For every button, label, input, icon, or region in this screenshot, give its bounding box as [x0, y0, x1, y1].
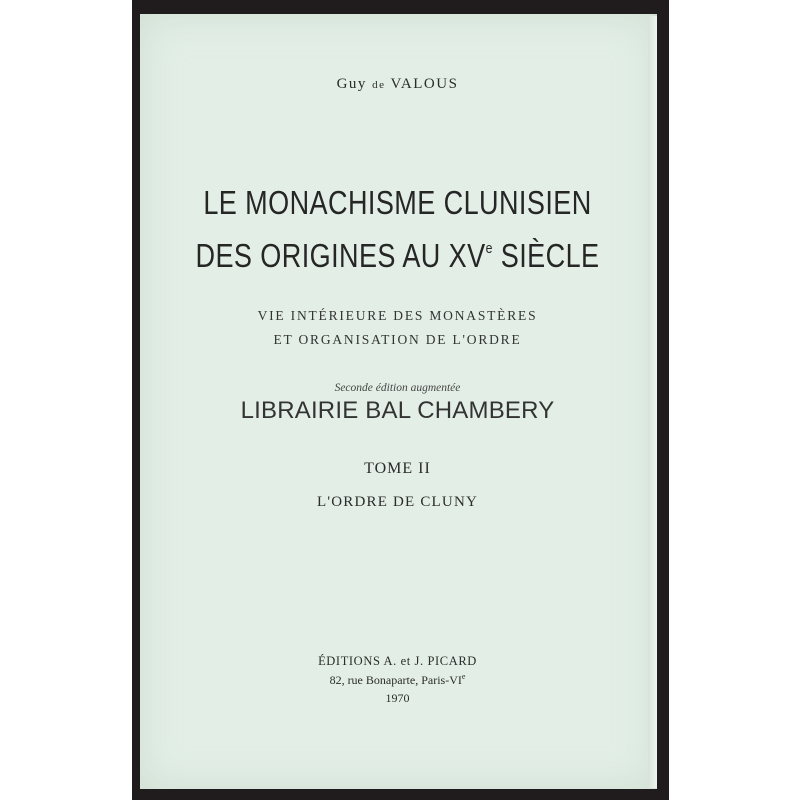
publication-year: 1970 [385, 691, 410, 705]
title-line-2-sup: e [485, 240, 493, 257]
tome-title: L'ORDRE DE CLUNY [316, 494, 479, 510]
author-particle: de [372, 79, 386, 91]
watermark-text: LIBRAIRIE BAL CHAMBERY [240, 397, 555, 424]
author-first-name: Guy [336, 76, 367, 92]
tome-number: TOME II [364, 460, 431, 477]
address-text: 82, rue Bonaparte, Paris-VI [329, 673, 462, 687]
title-line-2-text: DES ORIGINES AU XV [195, 237, 486, 274]
author-last-name: VALOUS [390, 76, 459, 92]
publisher-name: ÉDITIONS A. et J. PICARD [318, 654, 477, 668]
publisher-address [140, 672, 655, 688]
author-name [140, 76, 655, 93]
cover-edge [648, 16, 657, 788]
title-line-2 [186, 237, 608, 275]
title-line-2-end: SIÈCLE [492, 237, 600, 274]
title-line-1: LE MONACHISME CLUNISIEN [203, 184, 592, 221]
edition-note: Seconde édition augmentée [334, 382, 461, 394]
address-sup: e [461, 672, 466, 681]
subtitle-line-1: VIE INTÉRIEURE DES MONASTÈRES [257, 308, 538, 323]
book-cover [140, 14, 655, 789]
subtitle-line-2: ET ORGANISATION DE L'ORDRE [273, 332, 522, 347]
